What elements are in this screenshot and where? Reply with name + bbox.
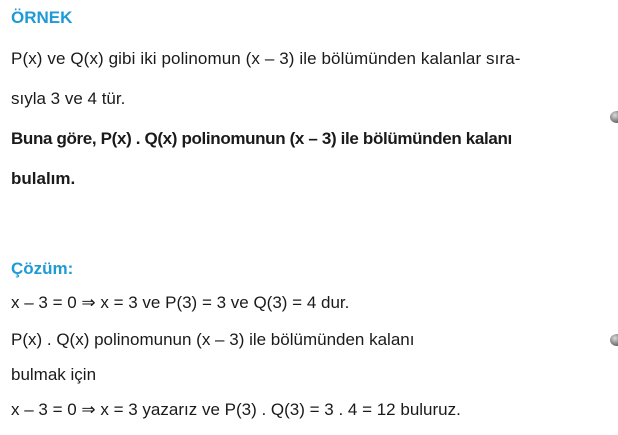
solution-line-4: x – 3 = 0 ⇒ x = 3 yazarız ve P(3) . Q(3) = 3 . 4 = 12 buluruz. <box>11 400 461 419</box>
solution-line-3: bulmak için <box>11 365 97 384</box>
margin-marker-1 <box>608 110 618 124</box>
example-question-line-1: Buna göre, P(x) . Q(x) polinomunun (x – 3) ile bölümünden kalanı <box>11 129 512 148</box>
example-question-line-2: bulalım. <box>11 169 76 188</box>
solution-title: Çözüm: <box>11 259 74 278</box>
margin-marker-2 <box>608 333 618 347</box>
example-title: ÖRNEK <box>11 8 73 27</box>
example-text-line-1: P(x) ve Q(x) gibi iki polinomun (x – 3) ile bölümünden kalanlar sıra- <box>11 49 521 68</box>
example-text-line-2: sıyla 3 ve 4 tür. <box>11 89 126 108</box>
solution-line-2: P(x) . Q(x) polinomunun (x – 3) ile bölümünden kalanı <box>11 330 415 349</box>
solution-line-1: x – 3 = 0 ⇒ x = 3 ve P(3) = 3 ve Q(3) = 4 dur. <box>11 293 350 312</box>
